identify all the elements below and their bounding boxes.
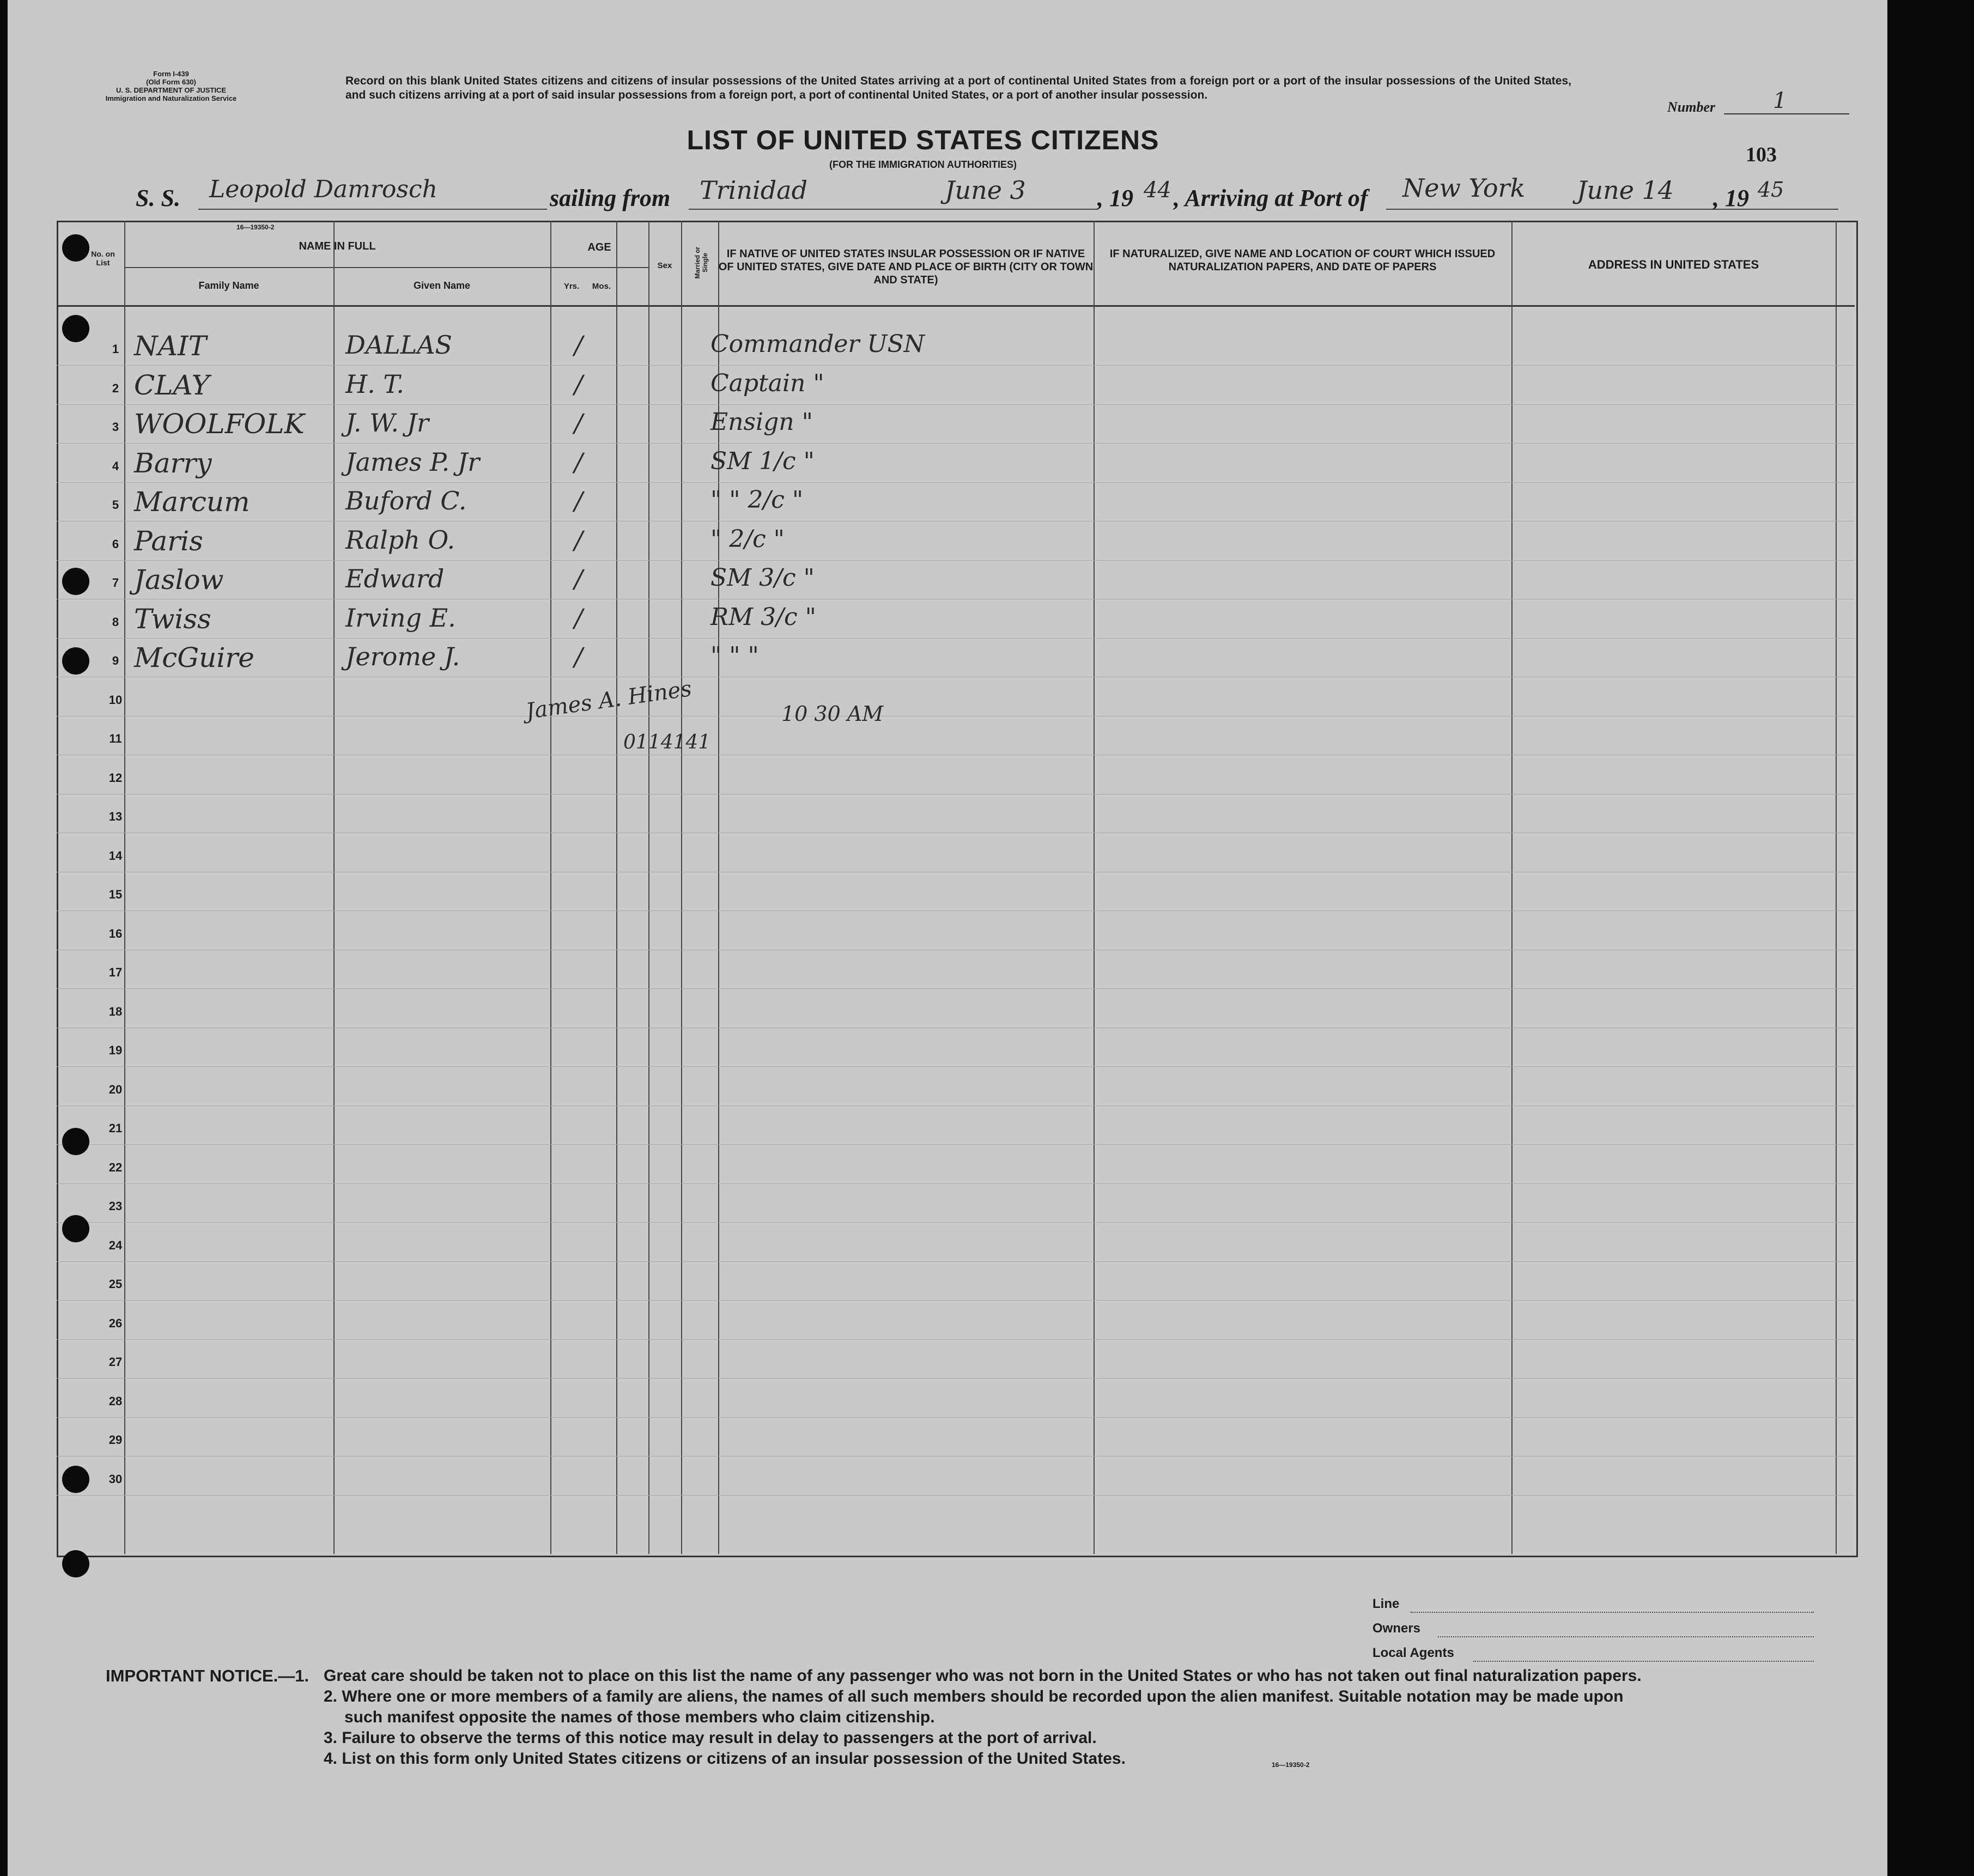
given-name: H. T. (345, 369, 404, 399)
col-header-sex: Sex (657, 261, 672, 270)
number-underline (1724, 113, 1849, 114)
native-status: Ensign " (710, 408, 813, 436)
native-status: SM 1/c " (710, 447, 815, 475)
native-status: Captain " (710, 369, 824, 397)
sailing-from-underline (689, 209, 1097, 210)
owners-label: Owners (1372, 1621, 1421, 1636)
given-name: Edward (345, 564, 445, 593)
row-number: 26 (108, 1316, 123, 1330)
row-number: 25 (108, 1277, 123, 1291)
row-number: 18 (108, 1004, 123, 1018)
row-rule (57, 910, 1855, 911)
native-status: " 2/c " (710, 525, 785, 553)
col-divider-mos (648, 221, 649, 1554)
row-number: 29 (108, 1433, 123, 1447)
arrival-port: New York (1402, 173, 1526, 203)
row-number: 5 (112, 498, 119, 512)
col-divider-address (1836, 221, 1837, 1554)
punch-hole (62, 647, 89, 675)
col-header-naturalized: IF NATURALIZED, GIVE NAME AND LOCATION OF COURT WHICH ISSUED NATURALIZATION PAPERS, AND DATE OF PAPERS (1109, 248, 1496, 273)
row-number: 7 (112, 576, 119, 590)
age-mark: / (574, 408, 583, 438)
age-mark: / (574, 642, 583, 671)
row-number: 10 (108, 693, 123, 707)
row-number: 16 (108, 926, 123, 940)
family-name: Jaslow (134, 564, 224, 596)
row-rule (57, 560, 1855, 561)
service: Immigration and Naturalization Service (105, 94, 237, 102)
col-header-no: No. on List (91, 250, 115, 267)
arrival-year: 45 (1758, 178, 1784, 202)
sailing-port: Trinidad (700, 175, 808, 205)
ship-name-underline (198, 209, 547, 210)
native-status: Commander USN (710, 330, 925, 358)
col-divider-family (333, 221, 335, 1554)
notice-item-3: 3. Failure to observe the terms of this notice may result in delay to passengers at the port of arrival. (324, 1729, 1097, 1747)
footer-code: 16—19350-2 (1272, 1761, 1310, 1769)
punch-hole (62, 315, 89, 342)
local-agents-label: Local Agents (1372, 1646, 1454, 1660)
sailing-year: 44 (1144, 178, 1171, 203)
print-code: 16—19350-2 (236, 223, 275, 231)
old-form-number: (Old Form 630) (146, 78, 196, 86)
row-rule (57, 1183, 1855, 1184)
col-header-native: IF NATIVE OF UNITED STATES INSULAR POSSESSION OR IF NATIVE OF UNITED STATES, GIVE DATE AND PLACE OF BIRTH (CITY OR TOWN AND STATE) (718, 248, 1094, 286)
line-underline (1411, 1612, 1814, 1613)
row-rule (57, 988, 1855, 989)
sailing-label: sailing from (550, 185, 671, 211)
col-header-given: Given Name (413, 280, 471, 291)
native-status: " " 2/c " (710, 486, 804, 514)
name-subheader-line (124, 267, 550, 268)
col-divider-sex (681, 221, 682, 1554)
col-divider-native (1094, 221, 1095, 1554)
row-rule (57, 1495, 1855, 1496)
family-name: CLAY (134, 369, 210, 401)
number-value: 1 (1773, 88, 1787, 113)
given-name: Ralph O. (345, 525, 455, 555)
notice-item-2: 2. Where one or more members of a family are aliens, the names of all such members should be recorded upon the alien manifest. Suitable notation may be made upon (324, 1687, 1624, 1705)
col-header-family: Family Name (198, 280, 259, 291)
header-divider (57, 305, 1855, 307)
given-name: Irving E. (345, 603, 456, 633)
row-number: 22 (108, 1160, 123, 1174)
family-name: Marcum (134, 486, 250, 518)
arrival-year-prefix: , 19 (1713, 185, 1749, 211)
family-name: Paris (134, 525, 203, 557)
given-name: J. W. Jr (345, 408, 429, 438)
row-number: 12 (108, 770, 123, 785)
form-number: Form I-439 (153, 70, 189, 78)
manifest-table (57, 221, 1858, 1557)
row-number: 19 (108, 1043, 123, 1057)
punch-hole (62, 1550, 89, 1577)
row-number: 8 (112, 615, 119, 629)
arrival-underline (1386, 209, 1838, 210)
notice-item-4: 4. List on this form only United States citizens or citizens of an insular possession of the United States. (324, 1750, 1126, 1768)
ss-label: S. S. (136, 185, 180, 211)
row-rule (57, 716, 1855, 717)
row-rule (57, 638, 1855, 639)
row-rule (57, 1417, 1855, 1418)
row-number: 17 (108, 966, 123, 979)
row-number: 28 (108, 1394, 123, 1408)
inspector-code: 0114141 (623, 731, 711, 754)
department: U. S. DEPARTMENT OF JUSTICE (116, 86, 226, 94)
given-name: DALLAS (345, 330, 452, 360)
row-rule (57, 1300, 1855, 1301)
row-number: 15 (108, 888, 123, 901)
col-header-yrs: Yrs. (563, 282, 580, 291)
notice-heading: IMPORTANT NOTICE.—1. (106, 1666, 309, 1685)
row-number: 2 (112, 381, 119, 395)
row-rule (57, 443, 1855, 444)
row-rule (57, 365, 1855, 366)
row-number: 20 (108, 1082, 123, 1096)
age-mark: / (574, 369, 583, 399)
age-mark: / (574, 486, 583, 515)
row-number: 21 (108, 1121, 123, 1135)
given-name: Jerome J. (345, 642, 460, 671)
row-number: 9 (112, 654, 119, 667)
owners-underline (1438, 1636, 1814, 1637)
document-sheet (8, 0, 1887, 1876)
col-header-address: ADDRESS IN UNITED STATES (1588, 258, 1759, 271)
row-number: 30 (108, 1472, 123, 1486)
row-number: 27 (108, 1355, 123, 1369)
record-instructions: Record on this blank United States citizens and citizens of insular possessions of the United States arriving at a port of continental United States from a foreign port or a port of the insular possessions of the United States, and such citizens arriving at a port of said insular possessions from a foreign port, a port of continental United States, or a port of another insular possession. (345, 75, 1571, 101)
family-name: WOOLFOLK (134, 408, 305, 440)
arriving-label: , Arriving at Port of (1174, 185, 1368, 211)
col-header-mos: Mos. (592, 282, 611, 291)
sailing-year-prefix: , 19 (1097, 185, 1133, 211)
age-mark: / (574, 330, 583, 360)
age-subheader-line (550, 267, 648, 268)
row-rule (57, 404, 1855, 405)
row-number: 1 (112, 342, 119, 356)
sailing-date: June 3 (945, 175, 1026, 205)
number-label: Number (1667, 99, 1716, 115)
page-title: LIST OF UNITED STATES CITIZENS (687, 125, 1159, 155)
row-number: 23 (108, 1199, 123, 1213)
punch-hole (62, 568, 89, 595)
page-number: 103 (1746, 143, 1777, 166)
row-number: 13 (108, 810, 123, 823)
row-rule (57, 1378, 1855, 1379)
line-label: Line (1372, 1596, 1400, 1611)
row-rule (57, 1222, 1855, 1223)
ship-name: Leopold Damrosch (209, 175, 438, 203)
punch-hole (62, 1215, 89, 1242)
family-name: Twiss (134, 603, 211, 635)
row-rule (57, 1261, 1855, 1262)
page-subtitle: (FOR THE IMMIGRATION AUTHORITIES) (829, 159, 1017, 170)
row-rule (57, 482, 1855, 483)
row-rule (57, 1339, 1855, 1340)
age-mark: / (574, 603, 583, 633)
native-status: RM 3/c " (710, 603, 816, 631)
given-name: James P. Jr (345, 447, 480, 477)
age-mark: / (574, 525, 583, 555)
inspection-time: 10 30 AM (781, 702, 884, 726)
punch-hole (62, 1466, 89, 1493)
row-rule (57, 1066, 1855, 1067)
row-number: 6 (112, 537, 119, 551)
col-divider-given (550, 221, 551, 1554)
native-status: SM 3/c " (710, 564, 815, 592)
col-header-name: NAME IN FULL (299, 240, 376, 252)
inspector-signature: James A. Hines (524, 676, 694, 725)
row-number: 3 (112, 420, 119, 434)
row-number: 11 (109, 732, 122, 745)
punch-hole (62, 234, 89, 262)
family-name: McGuire (134, 642, 254, 673)
family-name: NAIT (134, 330, 206, 362)
age-mark: / (574, 564, 583, 593)
row-number: 24 (108, 1238, 123, 1252)
local-agents-underline (1473, 1661, 1814, 1662)
col-divider-yrs (616, 221, 617, 1554)
arrival-date: June 14 (1577, 175, 1674, 205)
row-rule (57, 1144, 1855, 1145)
form-identifier (95, 70, 247, 102)
given-name: Buford C. (345, 486, 467, 515)
row-number: 4 (112, 459, 119, 473)
notice-item-2-cont: such manifest opposite the names of those members who claim citizenship. (344, 1708, 935, 1726)
family-name: Barry (134, 447, 212, 479)
col-divider-naturalized (1511, 221, 1513, 1554)
punch-hole (62, 1128, 89, 1155)
col-header-married: Married or Single (694, 246, 709, 279)
col-header-age: AGE (587, 241, 611, 253)
age-mark: / (574, 447, 583, 477)
row-number: 14 (108, 848, 123, 863)
native-status: " " " (710, 642, 759, 670)
notice-item-1: Great care should be taken not to place on this list the name of any passenger who was not born in the United States or who has not taken out final naturalization papers. (324, 1667, 1642, 1685)
